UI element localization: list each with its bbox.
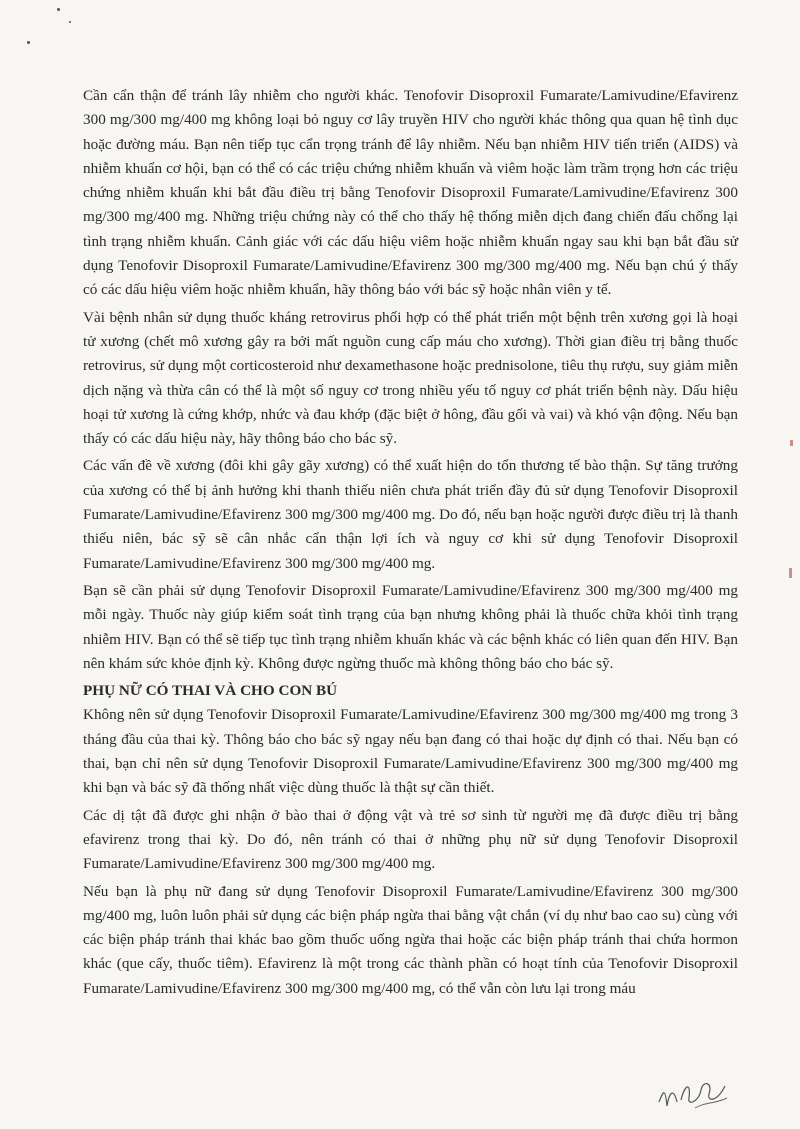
scan-speck <box>27 41 30 44</box>
paragraph: Các dị tật đã được ghi nhận ở bào thai ở động vật và trẻ sơ sinh từ người mẹ đã được điều trị bằng efavirenz trong thai kỳ. Do đó, nên tránh có thai ở những phụ nữ sử dụng Tenofovir Disoproxil Fumarate/Lamivudine/Efavirenz 300 mg/300 mg/400 mg. <box>83 806 738 873</box>
paragraph: Bạn sẽ cần phải sử dụng Tenofovir Disoproxil Fumarate/Lamivudine/Efavirenz 300 mg/300 mg/400 mg mỗi ngày. Thuốc này giúp kiểm soát tình trạng của bạn nhưng không phải là thuốc chữa khỏi tình trạng nhiễm HIV. Bạn có thể sẽ tiếp tục tình trạng nhiễm khuẩn khác và các bệnh khác có liên quan đến HIV. Bạn nên khám sức khỏe định kỳ. Không được ngừng thuốc mà không thông báo cho bác sỹ. <box>83 581 738 672</box>
section-heading: PHỤ NỮ CÓ THAI VÀ CHO CON BÚ <box>83 682 338 700</box>
paragraph: Nếu bạn là phụ nữ đang sử dụng Tenofovir Disoproxil Fumarate/Lamivudine/Efavirenz 300 mg/300 mg/400 mg, luôn luôn phải sử dụng các biện pháp ngừa thai bằng vật chắn (ví dụ như bao cao su) cùng với các biện pháp tránh thai khác bao gồm thuốc uống ngừa thai hoặc các biện pháp tránh thai chứa hormon khác (que cấy, thuốc tiêm). Efavirenz là một trong các thành phần có hoạt tính của Tenofovir Disoproxil Fumarate/Lamivudine/Efavirenz 300 mg/300 mg/400 mg, có thể vẫn còn lưu lại trong máu <box>83 882 738 997</box>
scan-speck <box>69 21 71 23</box>
paragraph: Cần cẩn thận để tránh lây nhiễm cho người khác. Tenofovir Disoproxil Fumarate/Lamivudine/Efavirenz 300 mg/300 mg/400 mg không loại bỏ nguy cơ lây truyền HIV cho người khác thông qua quan hệ tình dục hoặc đường máu. Bạn nên tiếp tục cẩn trọng tránh để lây nhiễm. Nếu bạn nhiễm HIV tiến triển (AIDS) và nhiễm khuẩn cơ hội, bạn có thể có các triệu chứng nhiễm khuẩn và viêm hoặc làm trầm trọng hơn các triệu chứng nhiễm khuẩn khi bắt đầu điều trị bằng Tenofovir Disoproxil Fumarate/Lamivudine/Efavirenz 300 mg/300 mg/400 mg. Những triệu chứng này có thể cho thấy hệ thống miễn dịch đang chiến đấu chống lại tình trạng nhiễm khuẩn. Cảnh giác với các dấu hiệu viêm hoặc nhiễm khuẩn ngay sau khi bạn bắt đầu sử dụng Tenofovir Disoproxil Fumarate/Lamivudine/Efavirenz 300 mg/300 mg/400 mg. Nếu bạn chú ý thấy có các dấu hiệu viêm hoặc nhiễm khuẩn, hãy thông báo với bác sỹ hoặc nhân viên y tế. <box>83 87 738 299</box>
document-body <box>83 84 738 1004</box>
scan-edge-mark <box>789 568 792 578</box>
paragraph: Vài bệnh nhân sử dụng thuốc kháng retrovirus phối hợp có thể phát triển một bệnh trên xương gọi là hoại tử xương (chết mô xương gây ra bởi mất nguồn cung cấp máu cho xương). Thời gian điều trị bằng thuốc retrovirus, sử dụng một corticosteroid như dexamethasone hoặc prednisolone, tiêu thụ rượu, suy giảm miễn dịch nặng và thừa cân có thể là một số nguy cơ trong nhiều yếu tố nguy cơ phát triển bệnh này. Dấu hiệu hoại tử xương là cứng khớp, nhức và đau khớp (đặc biệt ở hông, đầu gối và vai) và khó vận động. Nếu bạn thấy có các dấu hiệu này, hãy thông báo cho bác sỹ. <box>83 308 738 448</box>
scan-edge-mark <box>790 440 793 446</box>
scan-speck <box>57 8 60 11</box>
paragraph: Không nên sử dụng Tenofovir Disoproxil Fumarate/Lamivudine/Efavirenz 300 mg/300 mg/400 mg trong 3 tháng đầu của thai kỳ. Thông báo cho bác sỹ ngay nếu bạn đang có thai hoặc dự định có thai. Nếu bạn có thai, bạn chỉ nên sử dụng Tenofovir Disoproxil Fumarate/Lamivudine/Efavirenz 300 mg/300 mg/400 mg khi bạn và bác sỹ đã thống nhất việc dùng thuốc là thật sự cần thiết. <box>83 706 738 797</box>
paragraph: Các vấn đề về xương (đôi khi gây gãy xương) có thể xuất hiện do tổn thương tế bào thận. Sự tăng trưởng của xương có thể bị ảnh hưởng khi thanh thiếu niên chưa phát triển đầy đủ sử dụng Tenofovir Disoproxil Fumarate/Lamivudine/Efavirenz 300 mg/300 mg/400 mg. Do đó, nếu bạn hoặc người được điều trị là thanh thiếu niên, bác sỹ sẽ cân nhắc cẩn thận lợi ích và nguy cơ khi sử dụng Tenofovir Disoproxil Fumarate/Lamivudine/Efavirenz 300 mg/300 mg/400 mg. <box>83 457 738 572</box>
handwritten-signature <box>655 1072 735 1116</box>
